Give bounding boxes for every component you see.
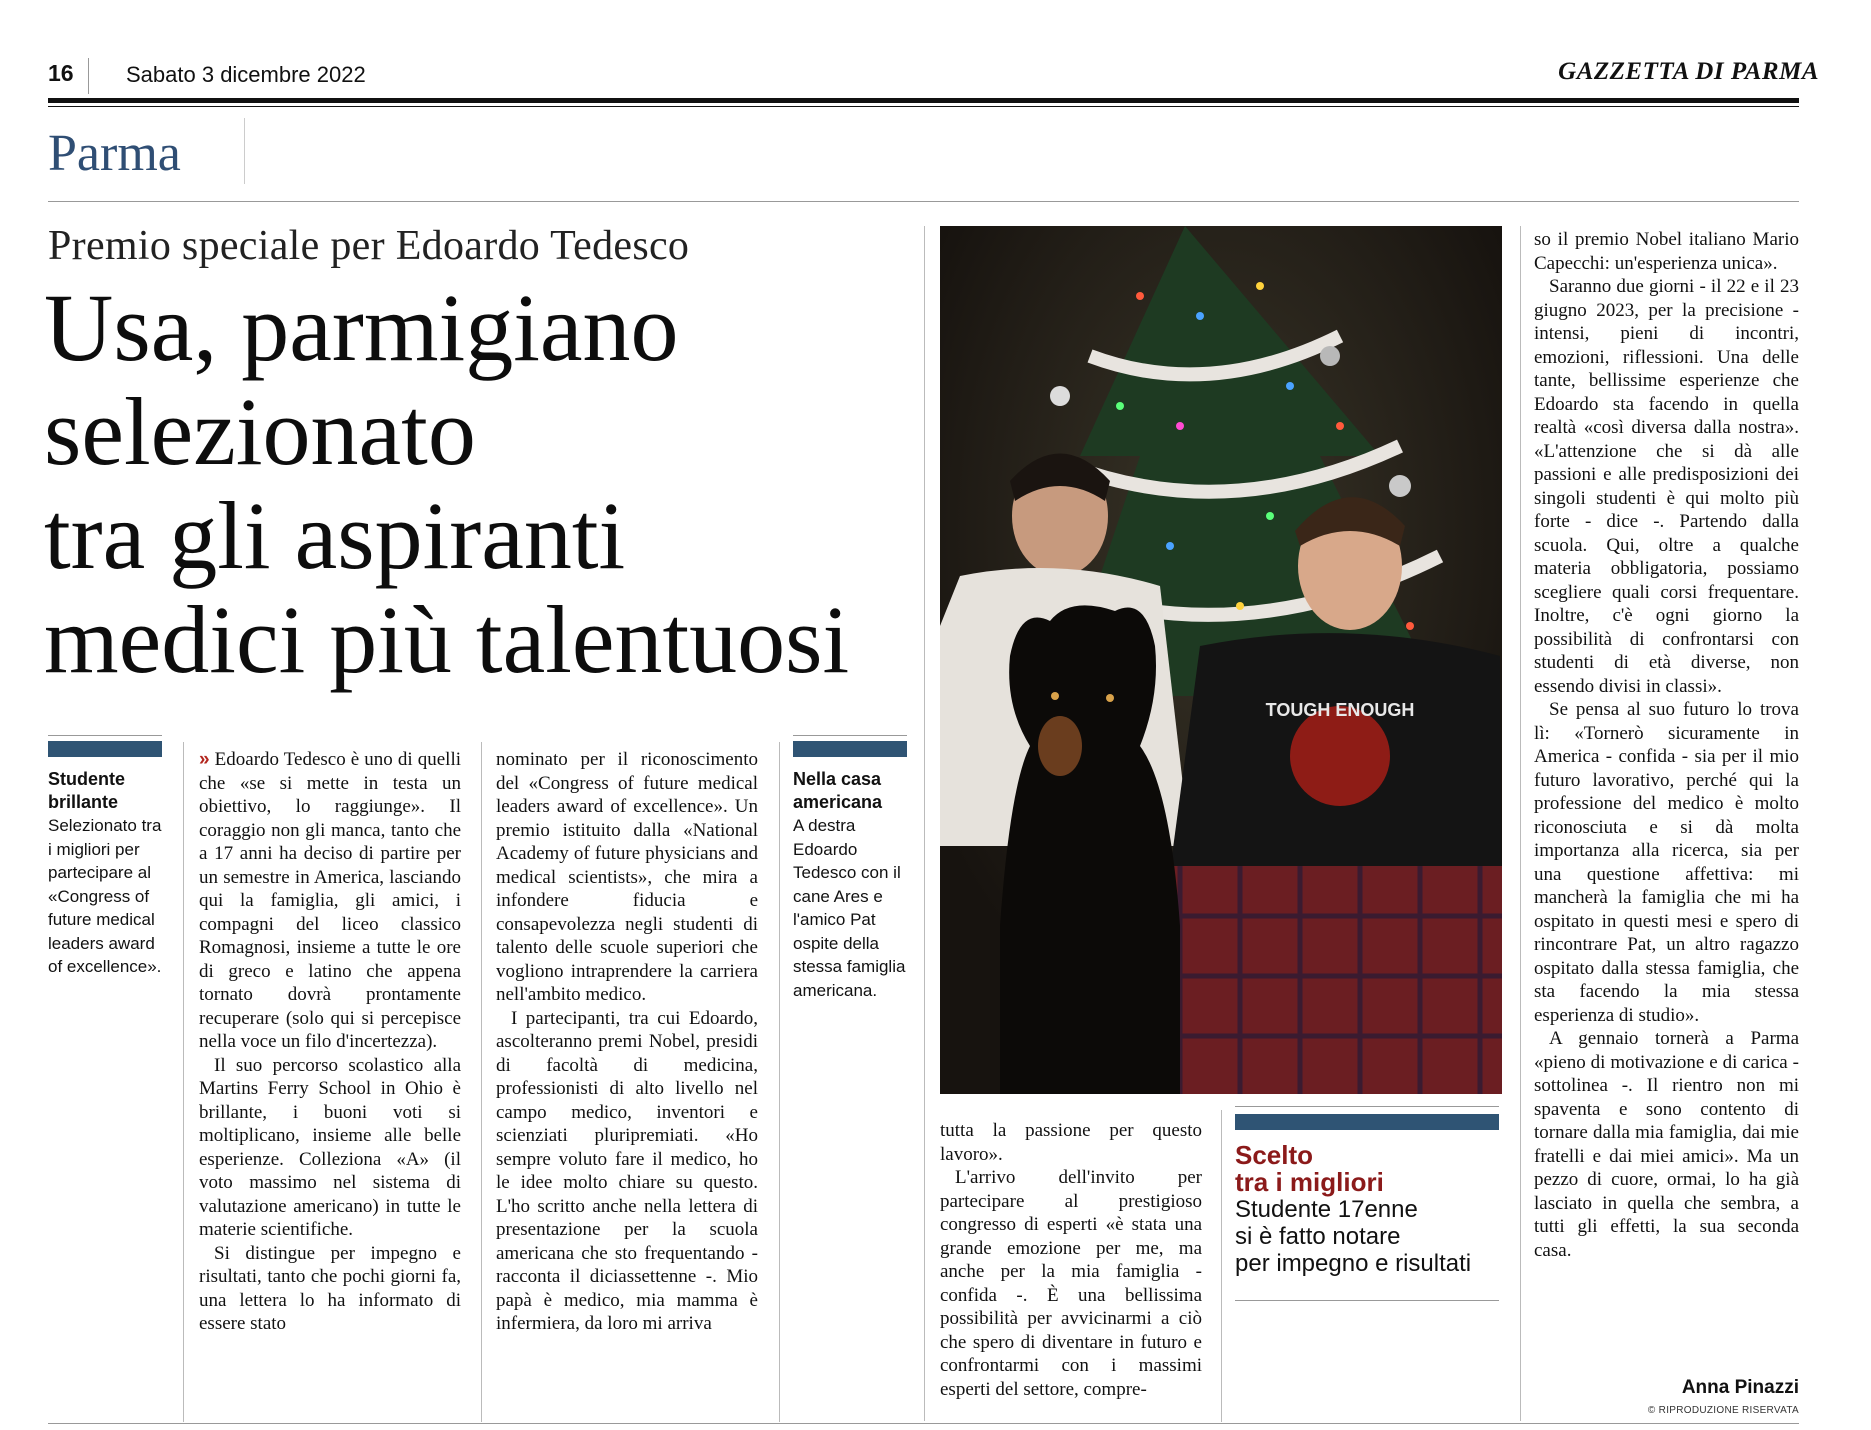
shirt-emblem <box>1290 706 1390 806</box>
dog-muzzle <box>1038 716 1082 776</box>
highlight-title-line: Scelto <box>1235 1140 1314 1170</box>
caption-title-line: americana <box>793 792 883 812</box>
section-rule <box>48 201 1799 202</box>
article-column-2 <box>496 748 758 1336</box>
column-divider <box>1221 1110 1222 1422</box>
sidebar-title-line: brillante <box>48 792 119 812</box>
paragraph: A gennaio tornerà a Parma «pieno di motivazione e di carica - sottolinea -. Il rientro non mi spaventa e sono contento di tornare dalla mia famiglia, dai mie fratelli e dai miei amici». Ma un pezzo di cuore, ormai, lo ha già lasciato in quella che sembra, a tutti gli effetti, la sua seconda casa. <box>1534 1028 1799 1261</box>
sidebar-studente-brillante <box>48 768 162 979</box>
sidebar-text: Selezionato tra i migliori per partecipare al «Congress of future medical leaders award of excellence». <box>48 816 162 976</box>
caption-title-line: Nella casa <box>793 769 882 789</box>
highlight-bottom-rule <box>1235 1300 1499 1301</box>
highlight-subtitle-line: Studente 17enne <box>1235 1196 1418 1223</box>
highlight-box <box>1235 1142 1505 1277</box>
footer-rule <box>48 1423 1799 1424</box>
dog <box>1000 605 1180 1094</box>
caption-bar <box>793 741 907 757</box>
paragraph: L'arrivo dell'invito per partecipare al prestigioso congresso di esperti «è stata una grande emozione per me, ma anche per la mia famiglia - confida -. È una bellissima possibilità per avvicinarmi a ciò che spero di diventare in futuro e confrontarmi con i massimi esperti del settore, compre- <box>940 1167 1202 1400</box>
article-column-1 <box>199 748 461 1336</box>
highlight-subtitle-line: per impegno e risultati <box>1235 1250 1472 1277</box>
sidebar-rule <box>48 735 162 736</box>
paragraph: tutta la passione per questo lavoro». <box>940 1120 1202 1165</box>
paragraph-marker: » <box>199 749 210 770</box>
header-rule <box>48 98 1799 103</box>
headline-line: Usa, parmigiano <box>44 274 679 381</box>
highlight-subtitle-line: si è fatto notare <box>1235 1223 1401 1250</box>
paragraph: » Edoardo Tedesco è uno di quelli che «se si mette in testa un obiettivo, lo raggiunge». Il coraggio non gli manca, tanto che a 17 anni ha deciso di partire per un semestre in America, lasciando qui la famiglia, gli amici, i compagni del liceo classico Romagnosi, insieme a tutte le ore di greco e latino che appena tornato dovrà prontamente recuperare (solo qui si percepisce nella voce un filo d'incertezza). <box>199 749 461 1052</box>
article-photo <box>940 226 1502 1094</box>
column-divider <box>481 742 482 1422</box>
plaid-pants <box>1160 866 1502 1094</box>
headline-line: selezionato <box>44 378 476 485</box>
article-headline <box>44 276 924 692</box>
highlight-title-line: tra i migliori <box>1235 1167 1384 1197</box>
dog-eye <box>1106 694 1114 702</box>
sidebar-bar <box>48 741 162 757</box>
header-rule-thin <box>48 106 1799 107</box>
paragraph: Se pensa al suo futuro lo trova lì: «Tornerò sicuramente in America - confida - sia per il mio futuro lavorativo, perché qui la professione del medico è molto riconosciuta e si dà molta importanza alla ricerca, sia per una questione affettiva: mi mancherà la famiglia che mi ha ospitato in questi mesi e spero di rincontrare Pat, un altro ragazzo ospitato dalla stessa famiglia, che sta facendo la mia stessa esperienza di studio». <box>1534 699 1799 1026</box>
column-divider <box>924 226 925 1421</box>
headline-line: medici più talentuosi <box>44 586 850 693</box>
paragraph: I partecipanti, tra cui Edoardo, ascolteranno premi Nobel, presidi di facoltà di medicina, professionisti di alto livello nel campo medico, inventori e scienziati pluripremiati. «Ho sempre voluto fare il medico, ho le idee molto chiare su questo. L'ho scritto anche nella lettera di presentazione per la scuola americana che sto frequentando - racconta il diciassettenne -. Mio papà è medico, mia mamma è infermiera, da loro mi arriva <box>496 1007 758 1334</box>
section-divider <box>244 118 245 184</box>
copyright-notice: © RIPRODUZIONE RISERVATA <box>1647 1405 1799 1416</box>
photo-caption <box>793 768 908 1002</box>
article-column-4 <box>1534 228 1799 1262</box>
paragraph: Il suo percorso scolastico alla Martins Ferry School in Ohio è brillante, i buoni voti si moltiplicano, insieme alle belle esperienze. Colleziona «A» (il voto massimo nel sistema di valutazione americano) in tutte le materie scientifiche. <box>199 1054 461 1240</box>
paragraph: so il premio Nobel italiano Mario Capecchi: un'esperienza unica». <box>1534 229 1799 274</box>
article-kicker: Premio speciale per Edoardo Tedesco <box>48 223 690 269</box>
section-title: Parma <box>48 125 181 182</box>
caption-text: A destra Edoardo Tedesco con il cane Ares e l'amico Pat ospite della stessa famiglia americana. <box>793 816 906 1000</box>
masthead: GAZZETTA DI PARMA <box>1558 58 1819 85</box>
headline-line: tra gli aspiranti <box>44 482 626 589</box>
article-author: Anna Pinazzi <box>1681 1377 1799 1398</box>
dog-eye <box>1051 692 1059 700</box>
column-divider <box>779 742 780 1422</box>
photo-illustration <box>940 226 1502 1094</box>
highlight-rule <box>1235 1106 1499 1107</box>
header-divider <box>88 58 89 94</box>
paragraph: Si distingue per impegno e risultati, tanto che pochi giorni fa, una lettera lo ha informato di essere stato <box>199 1242 461 1334</box>
column-divider <box>1520 226 1521 1421</box>
caption-rule <box>793 735 907 736</box>
shirt-text: TOUGH ENOUGH <box>1265 700 1415 720</box>
highlight-bar <box>1235 1114 1499 1130</box>
article-column-3 <box>940 1119 1202 1401</box>
paragraph: Saranno due giorni - il 22 e il 23 giugno 2023, per la precisione - intensi, pieni di incontri, emozioni, riflessioni. Una delle tante, bellissime esperienze che Edoardo sta facendo in quella realtà «così diversa dalla nostra». «L'attenzione che si dà alle passioni e alle predisposizioni dei singoli studenti è qui molto più forte - dice -. Partendo dalla scuola. Qui, oltre a qualche materia obbligatoria, possiamo scegliere quali corsi frequentare. Inoltre, c'è ogni giorno la possibilità di confrontarsi con studenti di età diverse, non essendo divisi in classi». <box>1534 276 1799 697</box>
sidebar-title-line: Studente <box>48 769 126 789</box>
page-number: 16 <box>48 60 74 86</box>
paragraph: nominato per il riconoscimento del «Congress of future medical leaders award of excellence». Un premio istituito dalla «National Academy of future physicians and medical scientists», che mira a infondere fiducia e consapevolezza negli studenti di talento delle scuole superiori che vogliono intraprendere la carriera nell'ambito medico. <box>496 749 758 1005</box>
column-divider <box>183 742 184 1422</box>
issue-date: Sabato 3 dicembre 2022 <box>126 62 366 87</box>
